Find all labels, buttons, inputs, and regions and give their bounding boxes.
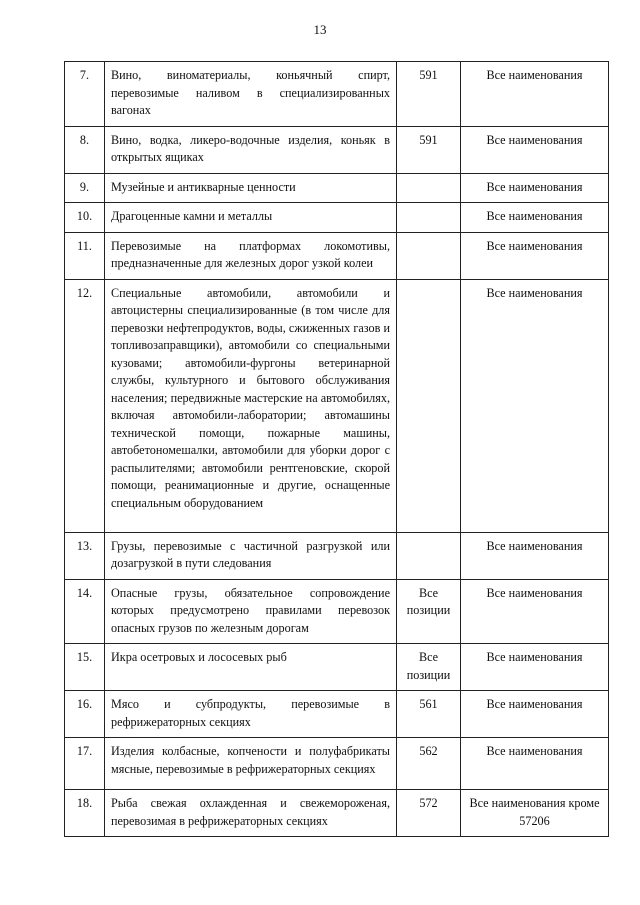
- row-number: 9.: [65, 173, 105, 203]
- row-number: 17.: [65, 738, 105, 790]
- cargo-name: Вино, водка, ликеро-водочные изделия, коньяк в открытых ящиках: [105, 126, 397, 173]
- cargo-note: Все наименования: [461, 738, 609, 790]
- cargo-name: Икра осетровых и лососевых рыб: [105, 644, 397, 691]
- cargo-name: Мясо и субпродукты, перевозимые в рефрижераторных секциях: [105, 691, 397, 738]
- row-number: 8.: [65, 126, 105, 173]
- table-row: [65, 532, 609, 579]
- cargo-name: Музейные и антикварные ценности: [105, 173, 397, 203]
- table-row: [65, 232, 609, 279]
- cargo-code: Все позиции: [397, 579, 461, 644]
- cargo-code: 562: [397, 738, 461, 790]
- cargo-name: Грузы, перевозимые с частичной разгрузкой или дозагрузкой в пути следования: [105, 532, 397, 579]
- row-number: 12.: [65, 279, 105, 532]
- table-row: [65, 126, 609, 173]
- cargo-note: Все наименования: [461, 126, 609, 173]
- row-number: 11.: [65, 232, 105, 279]
- table-row: [65, 691, 609, 738]
- cargo-name: Вино, виноматериалы, коньячный спирт, перевозимые наливом в специализированных вагонах: [105, 62, 397, 127]
- row-number: 7.: [65, 62, 105, 127]
- table-row: [65, 279, 609, 532]
- cargo-name: Изделия колбасные, копчености и полуфабрикаты мясные, перевозимые в рефрижераторных секциях: [105, 738, 397, 790]
- table-row: [65, 62, 609, 127]
- table-row: [65, 644, 609, 691]
- cargo-name: Рыба свежая охлажденная и свежемороженая, перевозимая в рефрижераторных секциях: [105, 790, 397, 837]
- cargo-note: Все наименования: [461, 203, 609, 233]
- cargo-name: Опасные грузы, обязательное сопровождение которых предусмотрено правилами перевозок опасных грузов по железным дорогам: [105, 579, 397, 644]
- cargo-code: 591: [397, 126, 461, 173]
- cargo-note: Все наименования: [461, 532, 609, 579]
- table-row: [65, 173, 609, 203]
- cargo-note: Все наименования: [461, 579, 609, 644]
- cargo-note: Все наименования кроме 57206: [461, 790, 609, 837]
- row-number: 14.: [65, 579, 105, 644]
- row-number: 18.: [65, 790, 105, 837]
- cargo-code: [397, 532, 461, 579]
- cargo-note: Все наименования: [461, 232, 609, 279]
- cargo-code: [397, 232, 461, 279]
- cargo-note: Все наименования: [461, 644, 609, 691]
- cargo-note: Все наименования: [461, 62, 609, 127]
- page-number: 13: [313, 22, 327, 37]
- cargo-code: [397, 203, 461, 233]
- cargo-note: Все наименования: [461, 279, 609, 532]
- cargo-note: Все наименования: [461, 691, 609, 738]
- cargo-code: [397, 173, 461, 203]
- table-row: [65, 579, 609, 644]
- table-row: [65, 738, 609, 790]
- cargo-name: Перевозимые на платформах локомотивы, предназначенные для железных дорог узкой колеи: [105, 232, 397, 279]
- cargo-code: 591: [397, 62, 461, 127]
- row-number: 13.: [65, 532, 105, 579]
- table-row: [65, 790, 609, 837]
- row-number: 16.: [65, 691, 105, 738]
- row-number: 15.: [65, 644, 105, 691]
- cargo-code: 572: [397, 790, 461, 837]
- row-number: 10.: [65, 203, 105, 233]
- cargo-name: Специальные автомобили, автомобили и автоцистерны специализированные (в том числе для перевозки нефтепродуктов, воды, сжиженных газов и топливозаправщики), автомобили со специальными кузовами; автомобили-фургоны ветеринарной службы, культурного и бытового обслуживания населения; передвижные мастерские на автомобилях, включая автомобили-лаборатории; автомашины технической помощи, пожарные машины, автобетономешалки, автомобили для уборки дорог с распылителями; автомобили рентгеновские, скорой помощи, реанимационные и другие, оснащенные специальным оборудованием: [105, 279, 397, 532]
- cargo-name: Драгоценные камни и металлы: [105, 203, 397, 233]
- cargo-code: [397, 279, 461, 532]
- cargo-table: [64, 61, 609, 837]
- cargo-code: Все позиции: [397, 644, 461, 691]
- table-row: [65, 203, 609, 233]
- cargo-note: Все наименования: [461, 173, 609, 203]
- cargo-code: 561: [397, 691, 461, 738]
